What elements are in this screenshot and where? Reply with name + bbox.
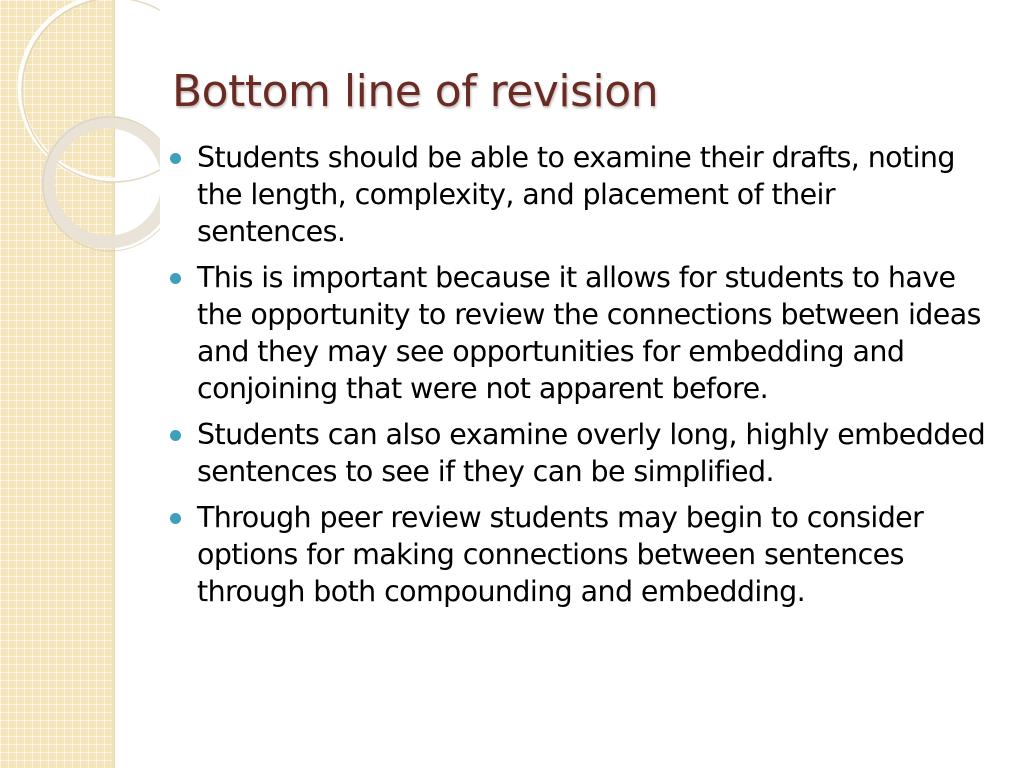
- bullet-text: This is important because it allows for students to have the opportunity to review the connections between ideas and they may see opportunities for embedding and conjoining that were not apparent before.: [197, 261, 981, 405]
- bullet-text: Students should be able to examine their drafts, noting the length, complexity, and placement of their sentences.: [197, 141, 955, 248]
- bullet-list: [166, 139, 986, 619]
- bullet-icon: [170, 153, 181, 164]
- bullet-item: [166, 416, 986, 490]
- decorative-ring-large: [20, 0, 160, 180]
- bullet-icon: [170, 513, 181, 524]
- bullet-item: [166, 259, 986, 407]
- decorative-rings: [0, 0, 160, 260]
- slide-title: Bottom line of revision: [172, 66, 659, 117]
- bullet-icon: [170, 430, 181, 441]
- bullet-icon: [170, 273, 181, 284]
- bullet-item: [166, 139, 986, 250]
- bullet-item: [166, 499, 986, 610]
- bullet-text: Through peer review students may begin to consider options for making connections between sentences through both compounding and embedding.: [197, 501, 924, 608]
- bullet-text: Students can also examine overly long, highly embedded sentences to see if they can be simplified.: [197, 418, 986, 488]
